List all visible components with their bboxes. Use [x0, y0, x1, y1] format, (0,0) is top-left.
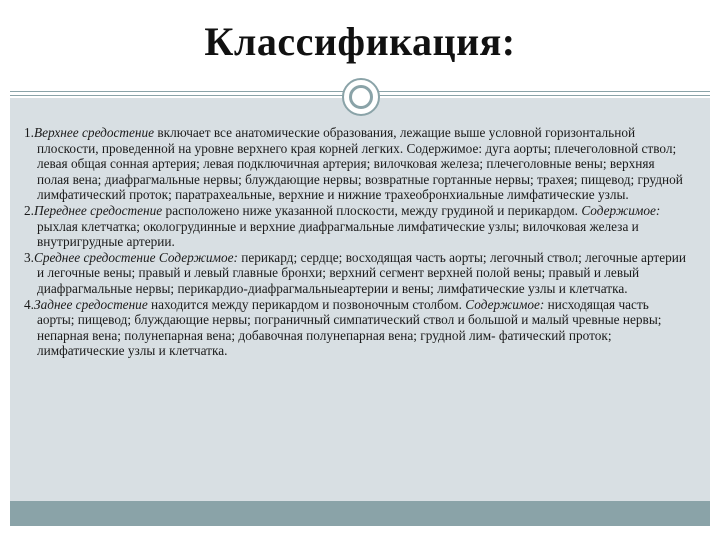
item-term: Заднее средостение [33, 296, 148, 312]
title-area [0, 0, 720, 88]
item-text: находится между перикардом и позвоночным столбом. [147, 296, 466, 312]
list-item-middle [24, 250, 686, 297]
item-term: Верхнее средостение [33, 125, 155, 140]
item-term: Переднее средостение [33, 202, 163, 218]
footer-bar [10, 501, 710, 526]
list-item-anterior [24, 203, 686, 250]
item-number: 4. [24, 296, 34, 312]
circle-emblem-icon [342, 78, 380, 116]
item-term: Среднее средостение [33, 249, 156, 265]
list-item-upper [24, 125, 686, 203]
item-content-text: рыхлая клетчатка; окологрудинные и верхние диафрагмальные лимфатические узлы; вилочковая железа и внутригрудные артерии. [37, 218, 639, 250]
item-content-label: Содержимое: [465, 296, 545, 312]
item-number: 3. [24, 249, 34, 265]
item-number: 1. [24, 125, 34, 140]
item-content-text: нисходящая часть аорты; пищевод; блуждающие нервы; пограничный симпатический ствол и большой и малый чревные нервы; непарная вена; полунепарная вена; добавочная полунепарная вена; грудной лим- фатический проток; лимфатические узлы и клетчатка. [37, 296, 662, 359]
item-content-text: перикард; сердце; восходящая часть аорты; легочный ствол; легочные артерии и легочные вены; правый и левый главные бронхи; верхний сегмент верхней полой вены; правый и левый диафрагмальные нервы; перикардио-диафрагмальныеартерии и вены; лимфатические узлы и клетчатка. [37, 249, 687, 296]
item-text: расположено ниже указанной плоскости, между грудиной и перикардом. [162, 202, 582, 218]
list-item-posterior [24, 297, 686, 359]
emblem-inner-ring [349, 85, 373, 109]
item-content-label: Содержимое: [581, 202, 661, 218]
item-number: 2. [24, 202, 34, 218]
item-text: включает все анатомические образования, лежащие выше условной горизонтальной плоскости, проведенной на уровне верхнего края корней легких. Содержимое: дуга аорты; плечеголовной ствол; левая общая сонная артерия; левая подключичная артерия; вилочковая железа; плечеголовные вены; верхняя полая вена; диафрагмальные нервы; блуждающие нервы; возвратные гортанные нервы; трахея; пищевод; грудной лимфатический проток; паратрахеальные, верхние и нижние трахеобронхиальные лимфатические узлы. [37, 125, 683, 203]
item-content-label: Содержимое: [158, 249, 238, 265]
classification-list [24, 125, 686, 359]
slide-title: Классификация: [204, 19, 516, 64]
